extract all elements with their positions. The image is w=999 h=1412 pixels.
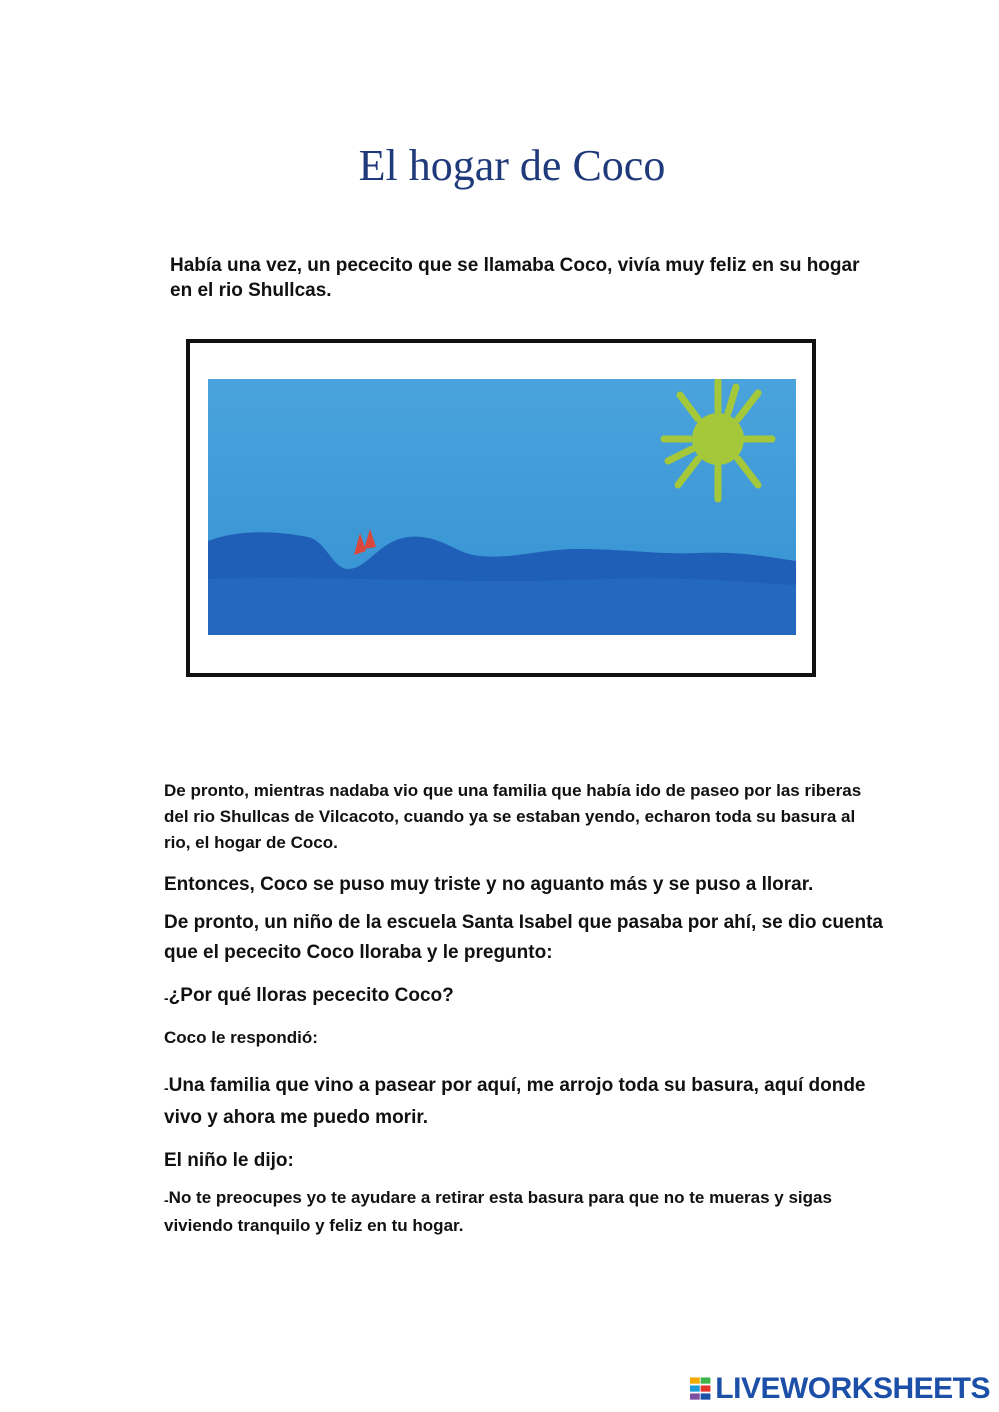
- paragraph-boy-said: El niño le dijo:: [164, 1150, 294, 1171]
- page-title: El hogar de Coco: [358, 141, 666, 190]
- dialogue-boy-question: -¿Por qué lloras pececito Coco?: [164, 985, 454, 1006]
- dialogue-dash: -: [164, 990, 169, 1006]
- river-drawing: [208, 379, 796, 635]
- illustration-frame: [186, 339, 816, 677]
- liveworksheets-logo-icon: [690, 1376, 711, 1402]
- paragraph-family-litter: De pronto, mientras nadaba vio que una familia que había ido de paseo por las riberas del rio Shullcas de Vilcacoto, cuando ya se estaban yendo, echaron toda su basura al rio, el hogar de Coco.: [164, 781, 862, 852]
- dialogue-coco-answer: -Una familia que vino a pasear por aquí, me arrojo toda su basura, aquí donde vivo y ahora me puedo morir.: [164, 1075, 866, 1128]
- paragraph-intro: Había una vez, un pececito que se llamaba Coco, vivía muy feliz en su hogar en el rio Shullcas.: [170, 255, 860, 301]
- paragraph-coco-answered: Coco le respondió:: [164, 1028, 318, 1047]
- dialogue-boy-reply: -No te preocupes yo te ayudare a retirar esta basura para que no te mueras y sigas viviendo tranquilo y feliz en tu hogar.: [164, 1188, 832, 1235]
- dialogue-dash: -: [164, 1192, 169, 1208]
- dialogue-dash: -: [164, 1080, 169, 1096]
- paragraph-boy-arrives: De pronto, un niño de la escuela Santa Isabel que pasaba por ahí, se dio cuenta que el pececito Coco lloraba y le pregunto:: [164, 912, 884, 963]
- logo-text: LIVEWORKSHEETS: [715, 1372, 990, 1405]
- sun-icon: [664, 381, 772, 499]
- liveworksheets-logo[interactable]: [690, 1373, 990, 1405]
- paragraph-coco-cries: Entonces, Coco se puso muy triste y no aguanto más y se puso a llorar.: [164, 874, 814, 895]
